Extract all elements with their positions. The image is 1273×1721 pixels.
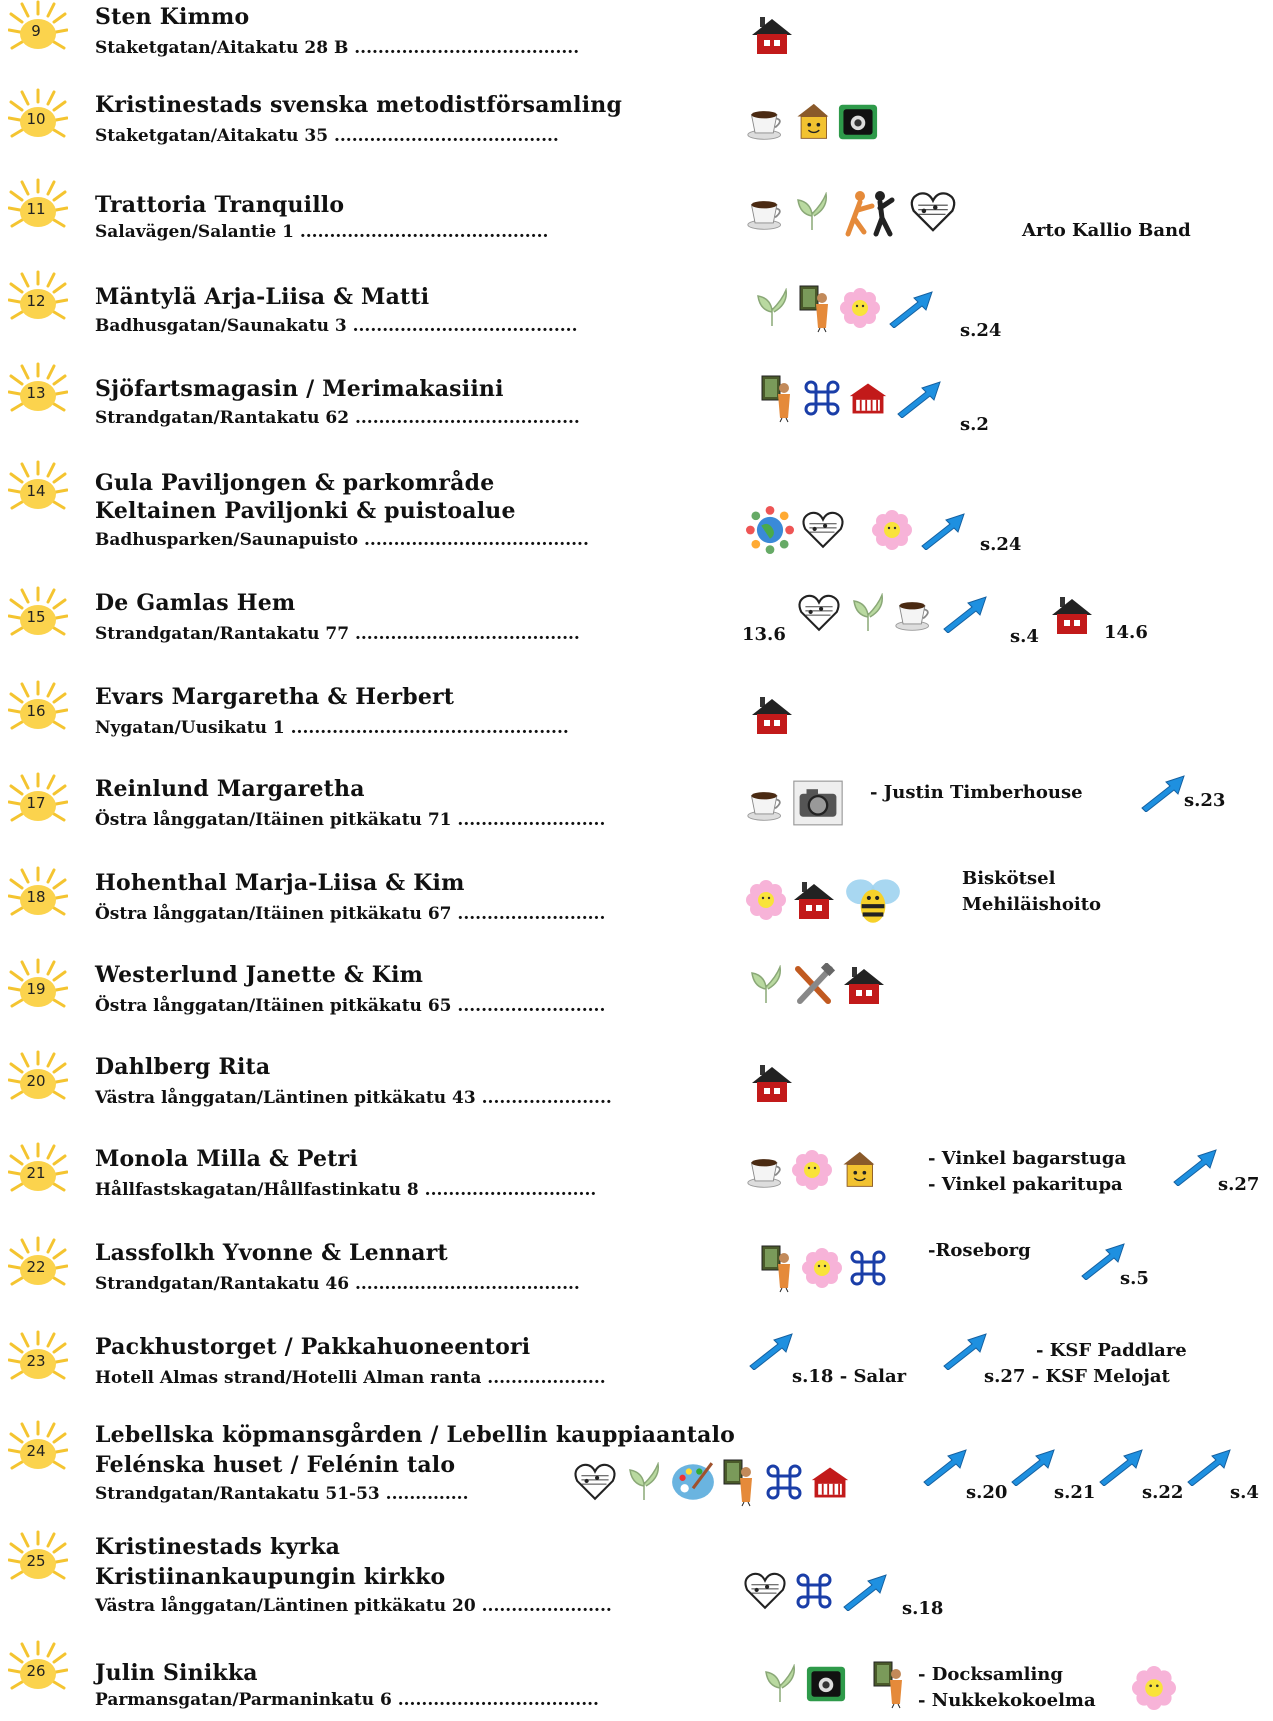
entry-9 — [0, 0, 1273, 88]
plant-icon — [624, 1462, 664, 1502]
entry-name: Dahlberg Rita — [95, 1054, 271, 1080]
entry-number: 19 — [26, 980, 46, 998]
page-reference: s.22 — [1142, 1482, 1184, 1503]
camera-icon — [792, 780, 844, 826]
house-icon — [792, 877, 836, 923]
plant-icon — [752, 288, 792, 328]
coffee-cup-icon — [746, 192, 786, 232]
note-label: - KSF Paddlare — [1036, 1340, 1187, 1361]
entry-18 — [0, 866, 1273, 954]
house-icon — [750, 12, 794, 58]
entry-icons — [746, 506, 968, 554]
entry-icons — [742, 1570, 890, 1612]
entry-name: Kristinestads svenska metodistförsamling — [95, 92, 623, 118]
command-icon — [802, 378, 842, 418]
entry-name: Monola Milla & Petri — [95, 1146, 358, 1172]
entry-number: 17 — [26, 794, 46, 812]
entry-name: Hohenthal Marja-Liisa & Kim — [95, 870, 465, 896]
entry-icons — [746, 186, 958, 238]
entry-name: Mäntylä Arja-Liisa & Matti — [95, 284, 430, 310]
entry-15 — [0, 586, 1273, 674]
page-reference: s.24 — [960, 320, 1002, 341]
camera-icon — [806, 1664, 846, 1704]
page-reference-arrow-icon — [746, 1330, 796, 1370]
page-reference: s.21 — [1054, 1482, 1096, 1503]
entry-number: 9 — [31, 22, 41, 40]
entry-icons — [746, 962, 886, 1008]
note-label-finnish: Mehiläishoito — [962, 894, 1102, 915]
entry-number: 10 — [26, 110, 46, 128]
entry-name-finnish: Kristiinankaupungin kirkko — [95, 1564, 446, 1590]
entry-name: De Gamlas Hem — [95, 590, 296, 616]
people-globe-icon — [746, 506, 794, 554]
entry-address: Strandgatan/Rantakatu 51-53 .............. — [95, 1484, 469, 1504]
painter-icon — [760, 1242, 796, 1294]
entry-11 — [0, 178, 1273, 266]
flower-icon — [1132, 1666, 1176, 1710]
page-reference: s.20 — [966, 1482, 1008, 1503]
entry-21 — [0, 1142, 1273, 1230]
entry-24 — [0, 1420, 1273, 1530]
page-reference-arrow-icon — [940, 1330, 990, 1370]
note-label: - Docksamling — [918, 1664, 1063, 1685]
entry-icons — [750, 12, 794, 58]
entry-icons — [750, 1060, 794, 1106]
entry-icons — [750, 692, 794, 738]
house-icon — [842, 962, 886, 1008]
page-reference-arrow-icon — [1008, 1446, 1058, 1486]
page-reference: s.18 - Salar — [792, 1366, 907, 1387]
entry-icons — [760, 1658, 908, 1710]
note-label-finnish: - Nukkekokoelma — [918, 1690, 1096, 1711]
entry-name: Julin Sinikka — [95, 1660, 258, 1686]
page-reference-arrow-icon — [840, 1571, 890, 1611]
entry-19 — [0, 958, 1273, 1046]
entry-name: Packhustorget / Pakkahuoneentori — [95, 1334, 531, 1360]
flower-icon — [792, 1150, 832, 1190]
page-reference-arrow-icon — [1138, 772, 1188, 812]
entry-16 — [0, 680, 1273, 768]
page-reference: s.23 — [1184, 790, 1226, 811]
note-label: - Justin Timberhouse — [870, 782, 1083, 803]
page-reference: s.4 — [1010, 626, 1039, 647]
entry-address: Badhusgatan/Saunakatu 3 ...................................... — [95, 316, 578, 336]
entry-address: Västra långgatan/Läntinen pitkäkatu 20 ...................... — [95, 1596, 612, 1616]
entry-number: 25 — [26, 1552, 46, 1570]
page-reference: s.4 — [1230, 1482, 1259, 1503]
entry-number: 20 — [26, 1072, 46, 1090]
bakery-house-icon — [838, 1150, 878, 1190]
entry-icons — [746, 780, 844, 826]
entry-22 — [0, 1236, 1273, 1324]
page-reference-arrow-icon — [940, 593, 990, 633]
entry-number: 11 — [26, 200, 46, 218]
entry-icons — [760, 1242, 888, 1294]
entry-icons — [572, 1456, 850, 1508]
page-reference: s.5 — [1120, 1268, 1149, 1289]
house-icon — [750, 692, 794, 738]
entry-icons — [746, 102, 878, 142]
entry-address: Strandgatan/Rantakatu 62 ...................................... — [95, 408, 580, 428]
page-reference-arrow-icon — [918, 510, 968, 550]
page-reference-arrow-icon — [886, 288, 936, 328]
entry-address: Östra långgatan/Itäinen pitkäkatu 67 ......................... — [95, 904, 606, 924]
entry-number: 13 — [26, 384, 46, 402]
flower-icon — [872, 510, 912, 550]
music-heart-icon — [796, 592, 842, 634]
entry-address: Nygatan/Uusikatu 1 ............................................... — [95, 718, 569, 738]
note-label: Biskötsel — [962, 868, 1056, 889]
painter-icon — [760, 372, 796, 424]
music-heart-icon — [572, 1461, 618, 1503]
entry-name: Reinlund Margaretha — [95, 776, 365, 802]
entry-address: Hållfastskagatan/Hållfastinkatu 8 ............................. — [95, 1180, 597, 1200]
command-icon — [848, 1248, 888, 1288]
painter-icon — [872, 1658, 908, 1710]
event-date: 14.6 — [1104, 622, 1148, 643]
page-reference-arrow-icon — [920, 1446, 970, 1486]
page-reference-arrow-icon — [1170, 1146, 1220, 1186]
painter-icon — [722, 1456, 758, 1508]
entry-20 — [0, 1050, 1273, 1138]
performer-label: Arto Kallio Band — [1022, 220, 1191, 241]
entry-address: Badhusparken/Saunapuisto ...................................... — [95, 530, 589, 550]
entry-name: Sten Kimmo — [95, 4, 250, 30]
coffee-cup-icon — [746, 783, 786, 823]
bee-icon — [842, 874, 904, 926]
entry-address: Strandgatan/Rantakatu 77 ...................................... — [95, 624, 580, 644]
flower-icon — [746, 880, 786, 920]
page-reference: s.2 — [960, 414, 989, 435]
entry-address: Hotell Almas strand/Hotelli Alman ranta .................... — [95, 1368, 606, 1388]
note-label: -Roseborg — [928, 1240, 1031, 1261]
entry-address: Staketgatan/Aitakatu 35 ...................................... — [95, 126, 559, 146]
entry-number: 12 — [26, 292, 46, 310]
house-icon — [750, 1060, 794, 1106]
entry-address: Östra långgatan/Itäinen pitkäkatu 71 ......................... — [95, 810, 606, 830]
music-heart-icon — [742, 1570, 788, 1612]
entry-address: Salavägen/Salantie 1 .......................................... — [95, 222, 549, 242]
entry-icons — [796, 592, 990, 634]
entry-name: Sjöfartsmagasin / Merimakasiini — [95, 376, 504, 402]
entry-number: 18 — [26, 888, 46, 906]
entry-name: Evars Margaretha & Herbert — [95, 684, 455, 710]
entry-icons — [746, 1150, 878, 1190]
plant-icon — [760, 1664, 800, 1704]
page-reference-arrow-icon — [1096, 1446, 1146, 1486]
entry-icons — [752, 282, 936, 334]
entry-10 — [0, 88, 1273, 176]
command-icon — [764, 1462, 804, 1502]
entry-number: 16 — [26, 702, 46, 720]
dancers-icon — [838, 186, 902, 238]
house-icon — [1050, 592, 1094, 638]
coffee-cup-icon — [746, 1150, 786, 1190]
page-reference: s.27 — [1218, 1174, 1260, 1195]
entry-23 — [0, 1330, 1273, 1418]
entry-icons — [760, 372, 944, 424]
entry-address: Strandgatan/Rantakatu 46 ...................................... — [95, 1274, 580, 1294]
note-label-finnish: - Vinkel pakaritupa — [928, 1174, 1123, 1195]
music-heart-icon — [908, 189, 958, 235]
entry-13 — [0, 362, 1273, 450]
entry-25 — [0, 1530, 1273, 1630]
coffee-cup-icon — [746, 102, 786, 142]
entry-name: Lebellska köpmansgården / Lebellin kauppiaantalo — [95, 1422, 736, 1448]
bakery-house-icon — [792, 102, 832, 142]
entry-number: 24 — [26, 1442, 46, 1460]
event-date: 13.6 — [742, 624, 786, 645]
page-reference: s.27 - KSF Melojat — [984, 1366, 1170, 1387]
entry-17 — [0, 772, 1273, 860]
flower-icon — [802, 1248, 842, 1288]
painter-icon — [798, 282, 834, 334]
flower-icon — [840, 288, 880, 328]
entry-name-finnish: Felénska huset / Felénin talo — [95, 1452, 456, 1478]
entry-address: Västra långgatan/Läntinen pitkäkatu 43 ...................... — [95, 1088, 612, 1108]
entry-icons — [746, 874, 904, 926]
entry-name: Westerlund Janette & Kim — [95, 962, 424, 988]
entry-12 — [0, 270, 1273, 358]
barn-museum-icon — [810, 1462, 850, 1502]
coffee-cup-icon — [894, 593, 934, 633]
tools-icon — [792, 963, 836, 1007]
page-reference: s.18 — [902, 1598, 944, 1619]
note-label: - Vinkel bagarstuga — [928, 1148, 1127, 1169]
entry-name: Gula Paviljongen & parkområde — [95, 470, 495, 496]
music-heart-icon — [800, 509, 846, 551]
entry-name: Kristinestads kyrka — [95, 1534, 341, 1560]
entry-14 — [0, 460, 1273, 570]
plant-icon — [746, 965, 786, 1005]
entry-address: Staketgatan/Aitakatu 28 B ...................................... — [95, 38, 580, 58]
page-reference-arrow-icon — [1184, 1446, 1234, 1486]
plant-icon — [792, 192, 832, 232]
entry-number: 26 — [26, 1662, 46, 1680]
entry-name: Trattoria Tranquillo — [95, 192, 345, 218]
entry-name: Lassfolkh Yvonne & Lennart — [95, 1240, 448, 1266]
entry-number: 15 — [26, 608, 46, 626]
entry-address: Parmansgatan/Parmaninkatu 6 .................................. — [95, 1690, 599, 1710]
plant-icon — [848, 593, 888, 633]
camera-icon — [838, 102, 878, 142]
entry-address: Östra långgatan/Itäinen pitkäkatu 65 ......................... — [95, 996, 606, 1016]
page-reference: s.24 — [980, 534, 1022, 555]
entry-number: 22 — [26, 1258, 46, 1276]
page-reference-arrow-icon — [894, 378, 944, 418]
entry-number: 23 — [26, 1352, 46, 1370]
palette-icon — [670, 1461, 716, 1503]
entry-number: 14 — [26, 482, 46, 500]
command-icon — [794, 1571, 834, 1611]
barn-museum-icon — [848, 378, 888, 418]
entry-number: 21 — [26, 1164, 46, 1182]
entry-26 — [0, 1640, 1273, 1721]
entry-name-finnish: Keltainen Paviljonki & puistoalue — [95, 498, 516, 524]
